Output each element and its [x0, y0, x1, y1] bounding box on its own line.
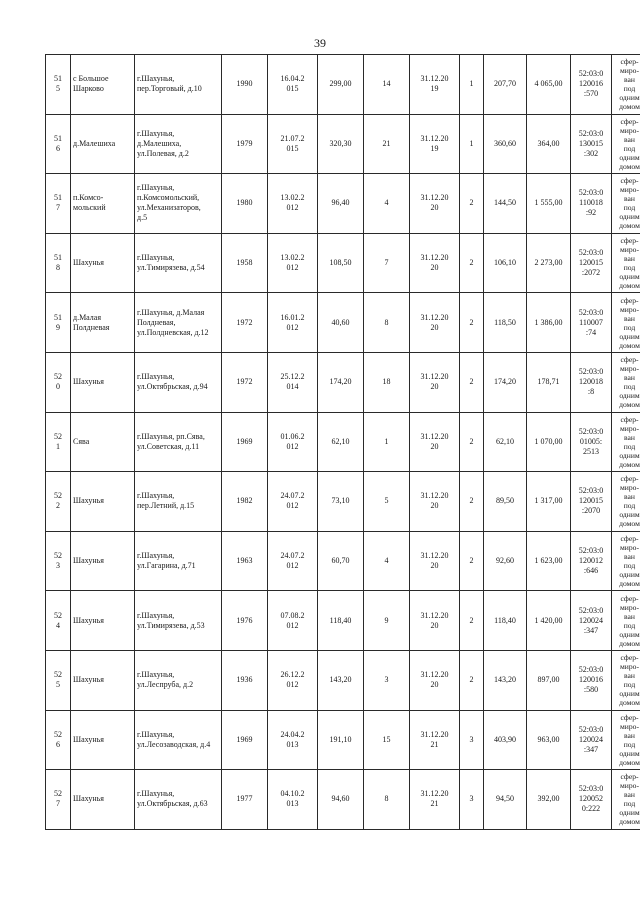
locality-cell: Шахунья [71, 233, 135, 293]
area-cell: 118,40 [318, 591, 364, 651]
address-cell: г.Шахунья, д.Малешиха, ул.Полевая, д.2 [135, 114, 222, 174]
formation-method-cell: сфер- миро- ван под одним домом [612, 531, 640, 591]
address-cell: г.Шахунья, пер.Торговый, д.10 [135, 55, 222, 115]
relocation-area-cell: 118,50 [484, 293, 527, 353]
cost-cell: 1 555,00 [527, 174, 571, 234]
planned-date-cell: 31.12.20 20 [410, 591, 460, 651]
cadastral-number-cell: 52:03:0 110018 :92 [571, 174, 612, 234]
area-cell: 60,70 [318, 531, 364, 591]
address-cell: г.Шахунья, д.Малая Полдневая, ул.Полдневская, д.12 [135, 293, 222, 353]
locality-cell: Шахунья [71, 591, 135, 651]
locality-cell: Шахунья [71, 710, 135, 770]
year-cell: 1982 [222, 472, 268, 532]
table-row [46, 591, 640, 651]
stage-cell: 3 [460, 710, 484, 770]
residents-cell: 18 [364, 352, 410, 412]
locality-cell: Сява [71, 412, 135, 472]
formation-method-cell: сфер- миро- ван под одним домом [612, 770, 640, 830]
table-row [46, 412, 640, 472]
stage-cell: 2 [460, 591, 484, 651]
area-cell: 191,10 [318, 710, 364, 770]
relocation-area-cell: 89,50 [484, 472, 527, 532]
cadastral-number-cell: 52:03:0 130015 :302 [571, 114, 612, 174]
address-cell: г.Шахунья, п.Комсомольский, ул.Механизаторов, д.5 [135, 174, 222, 234]
address-cell: г.Шахунья, ул.Тимирязева, д.53 [135, 591, 222, 651]
cost-cell: 364,00 [527, 114, 571, 174]
row-number: 51 8 [46, 233, 71, 293]
address-cell: г.Шахунья, ул.Гагарина, д.71 [135, 531, 222, 591]
area-cell: 94,60 [318, 770, 364, 830]
residents-cell: 8 [364, 770, 410, 830]
cost-cell: 1 070,00 [527, 412, 571, 472]
stage-cell: 3 [460, 770, 484, 830]
planned-date-cell: 31.12.20 20 [410, 174, 460, 234]
planned-date-cell: 31.12.20 19 [410, 114, 460, 174]
housing-registry-table [45, 54, 640, 830]
address-cell: г.Шахунья, рп.Сява, ул.Советская, д.11 [135, 412, 222, 472]
cadastral-number-cell: 52:03:0 120024 :347 [571, 710, 612, 770]
area-cell: 174,20 [318, 352, 364, 412]
recognition-date-cell: 04.10.2 013 [268, 770, 318, 830]
cost-cell: 897,00 [527, 650, 571, 710]
row-number: 52 7 [46, 770, 71, 830]
area-cell: 320,30 [318, 114, 364, 174]
row-number: 52 1 [46, 412, 71, 472]
formation-method-cell: сфер- миро- ван под одним домом [612, 710, 640, 770]
cost-cell: 1 623,00 [527, 531, 571, 591]
cost-cell: 1 386,00 [527, 293, 571, 353]
recognition-date-cell: 25.12.2 014 [268, 352, 318, 412]
area-cell: 40,60 [318, 293, 364, 353]
recognition-date-cell: 24.04.2 013 [268, 710, 318, 770]
recognition-date-cell: 13.02.2 012 [268, 233, 318, 293]
cost-cell: 1 317,00 [527, 472, 571, 532]
recognition-date-cell: 24.07.2 012 [268, 472, 318, 532]
year-cell: 1977 [222, 770, 268, 830]
planned-date-cell: 31.12.20 20 [410, 412, 460, 472]
formation-method-cell: сфер- миро- ван под одним домом [612, 293, 640, 353]
cadastral-number-cell: 52:03:0 110007 :74 [571, 293, 612, 353]
residents-cell: 14 [364, 55, 410, 115]
locality-cell: Шахунья [71, 770, 135, 830]
locality-cell: с Большое Шарково [71, 55, 135, 115]
stage-cell: 2 [460, 531, 484, 591]
relocation-area-cell: 62,10 [484, 412, 527, 472]
table-row [46, 114, 640, 174]
cost-cell: 178,71 [527, 352, 571, 412]
residents-cell: 5 [364, 472, 410, 532]
locality-cell: Шахунья [71, 472, 135, 532]
planned-date-cell: 31.12.20 20 [410, 472, 460, 532]
residents-cell: 3 [364, 650, 410, 710]
area-cell: 299,00 [318, 55, 364, 115]
formation-method-cell: сфер- миро- ван под одним домом [612, 472, 640, 532]
year-cell: 1969 [222, 710, 268, 770]
relocation-area-cell: 106,10 [484, 233, 527, 293]
row-number: 52 3 [46, 531, 71, 591]
locality-cell: п.Комсо- мольский [71, 174, 135, 234]
formation-method-cell: сфер- миро- ван под одним домом [612, 591, 640, 651]
address-cell: г.Шахунья, ул.Октябрьская, д.63 [135, 770, 222, 830]
row-number: 52 4 [46, 591, 71, 651]
planned-date-cell: 31.12.20 20 [410, 531, 460, 591]
relocation-area-cell: 403,90 [484, 710, 527, 770]
residents-cell: 7 [364, 233, 410, 293]
locality-cell: Шахунья [71, 531, 135, 591]
page-number: 39 [314, 36, 326, 50]
cadastral-number-cell: 52:03:0 120015 :2070 [571, 472, 612, 532]
relocation-area-cell: 94,50 [484, 770, 527, 830]
area-cell: 73,10 [318, 472, 364, 532]
formation-method-cell: сфер- миро- ван под одним домом [612, 650, 640, 710]
residents-cell: 15 [364, 710, 410, 770]
planned-date-cell: 31.12.20 21 [410, 770, 460, 830]
table-row [46, 531, 640, 591]
recognition-date-cell: 21.07.2 015 [268, 114, 318, 174]
residents-cell: 8 [364, 293, 410, 353]
stage-cell: 2 [460, 233, 484, 293]
year-cell: 1963 [222, 531, 268, 591]
address-cell: г.Шахунья, ул.Тимирязева, д.54 [135, 233, 222, 293]
stage-cell: 1 [460, 114, 484, 174]
row-number: 51 5 [46, 55, 71, 115]
relocation-area-cell: 118,40 [484, 591, 527, 651]
area-cell: 62,10 [318, 412, 364, 472]
cadastral-number-cell: 52:03:0 120016 :570 [571, 55, 612, 115]
formation-method-cell: сфер- миро- ван под одним домом [612, 55, 640, 115]
stage-cell: 2 [460, 412, 484, 472]
table-row [46, 293, 640, 353]
year-cell: 1980 [222, 174, 268, 234]
cadastral-number-cell: 52:03:0 120018 :8 [571, 352, 612, 412]
stage-cell: 2 [460, 293, 484, 353]
relocation-area-cell: 143,20 [484, 650, 527, 710]
planned-date-cell: 31.12.20 19 [410, 55, 460, 115]
table-row [46, 55, 640, 115]
cadastral-number-cell: 52:03:0 01005: 2513 [571, 412, 612, 472]
table-row [46, 710, 640, 770]
table-row [46, 472, 640, 532]
locality-cell: Шахунья [71, 650, 135, 710]
cost-cell: 1 420,00 [527, 591, 571, 651]
relocation-area-cell: 174,20 [484, 352, 527, 412]
row-number: 52 2 [46, 472, 71, 532]
recognition-date-cell: 07.08.2 012 [268, 591, 318, 651]
cadastral-number-cell: 52:03:0 120016 :580 [571, 650, 612, 710]
planned-date-cell: 31.12.20 20 [410, 293, 460, 353]
cost-cell: 4 065,00 [527, 55, 571, 115]
planned-date-cell: 31.12.20 20 [410, 650, 460, 710]
stage-cell: 2 [460, 352, 484, 412]
year-cell: 1979 [222, 114, 268, 174]
stage-cell: 1 [460, 55, 484, 115]
year-cell: 1969 [222, 412, 268, 472]
area-cell: 143,20 [318, 650, 364, 710]
residents-cell: 21 [364, 114, 410, 174]
residents-cell: 1 [364, 412, 410, 472]
registry-body [46, 55, 640, 830]
address-cell: г.Шахунья, пер.Летний, д.15 [135, 472, 222, 532]
address-cell: г.Шахунья, ул.Леспруба, д.2 [135, 650, 222, 710]
formation-method-cell: сфер- миро- ван под одним домом [612, 352, 640, 412]
year-cell: 1936 [222, 650, 268, 710]
residents-cell: 4 [364, 531, 410, 591]
cadastral-number-cell: 52:03:0 120012 :646 [571, 531, 612, 591]
locality-cell: Шахунья [71, 352, 135, 412]
stage-cell: 2 [460, 650, 484, 710]
table-row [46, 770, 640, 830]
row-number: 52 6 [46, 710, 71, 770]
row-number: 52 5 [46, 650, 71, 710]
row-number: 51 6 [46, 114, 71, 174]
cadastral-number-cell: 52:03:0 120052 0:222 [571, 770, 612, 830]
locality-cell: д.Малая Полдневая [71, 293, 135, 353]
relocation-area-cell: 207,70 [484, 55, 527, 115]
table-row [46, 174, 640, 234]
recognition-date-cell: 24.07.2 012 [268, 531, 318, 591]
planned-date-cell: 31.12.20 20 [410, 233, 460, 293]
year-cell: 1976 [222, 591, 268, 651]
area-cell: 96,40 [318, 174, 364, 234]
formation-method-cell: сфер- миро- ван под одним домом [612, 174, 640, 234]
recognition-date-cell: 16.04.2 015 [268, 55, 318, 115]
row-number: 51 9 [46, 293, 71, 353]
cost-cell: 2 273,00 [527, 233, 571, 293]
year-cell: 1972 [222, 352, 268, 412]
recognition-date-cell: 26.12.2 012 [268, 650, 318, 710]
recognition-date-cell: 16.01.2 012 [268, 293, 318, 353]
address-cell: г.Шахунья, ул.Октябрьская, д.94 [135, 352, 222, 412]
year-cell: 1990 [222, 55, 268, 115]
relocation-area-cell: 144,50 [484, 174, 527, 234]
address-cell: г.Шахунья, ул.Лесозаводская, д.4 [135, 710, 222, 770]
stage-cell: 2 [460, 472, 484, 532]
table-row [46, 352, 640, 412]
table-row [46, 650, 640, 710]
table-row [46, 233, 640, 293]
stage-cell: 2 [460, 174, 484, 234]
recognition-date-cell: 13.02.2 012 [268, 174, 318, 234]
year-cell: 1972 [222, 293, 268, 353]
cost-cell: 392,00 [527, 770, 571, 830]
cadastral-number-cell: 52:03:0 120024 :347 [571, 591, 612, 651]
formation-method-cell: сфер- миро- ван под одним домом [612, 114, 640, 174]
formation-method-cell: сфер- миро- ван под одним домом [612, 412, 640, 472]
row-number: 51 7 [46, 174, 71, 234]
relocation-area-cell: 360,60 [484, 114, 527, 174]
year-cell: 1958 [222, 233, 268, 293]
residents-cell: 4 [364, 174, 410, 234]
cadastral-number-cell: 52:03:0 120015 :2072 [571, 233, 612, 293]
row-number: 52 0 [46, 352, 71, 412]
formation-method-cell: сфер- миро- ван под одним домом [612, 233, 640, 293]
planned-date-cell: 31.12.20 21 [410, 710, 460, 770]
area-cell: 108,50 [318, 233, 364, 293]
planned-date-cell: 31.12.20 20 [410, 352, 460, 412]
locality-cell: д.Малешиха [71, 114, 135, 174]
recognition-date-cell: 01.06.2 012 [268, 412, 318, 472]
residents-cell: 9 [364, 591, 410, 651]
relocation-area-cell: 92,60 [484, 531, 527, 591]
cost-cell: 963,00 [527, 710, 571, 770]
